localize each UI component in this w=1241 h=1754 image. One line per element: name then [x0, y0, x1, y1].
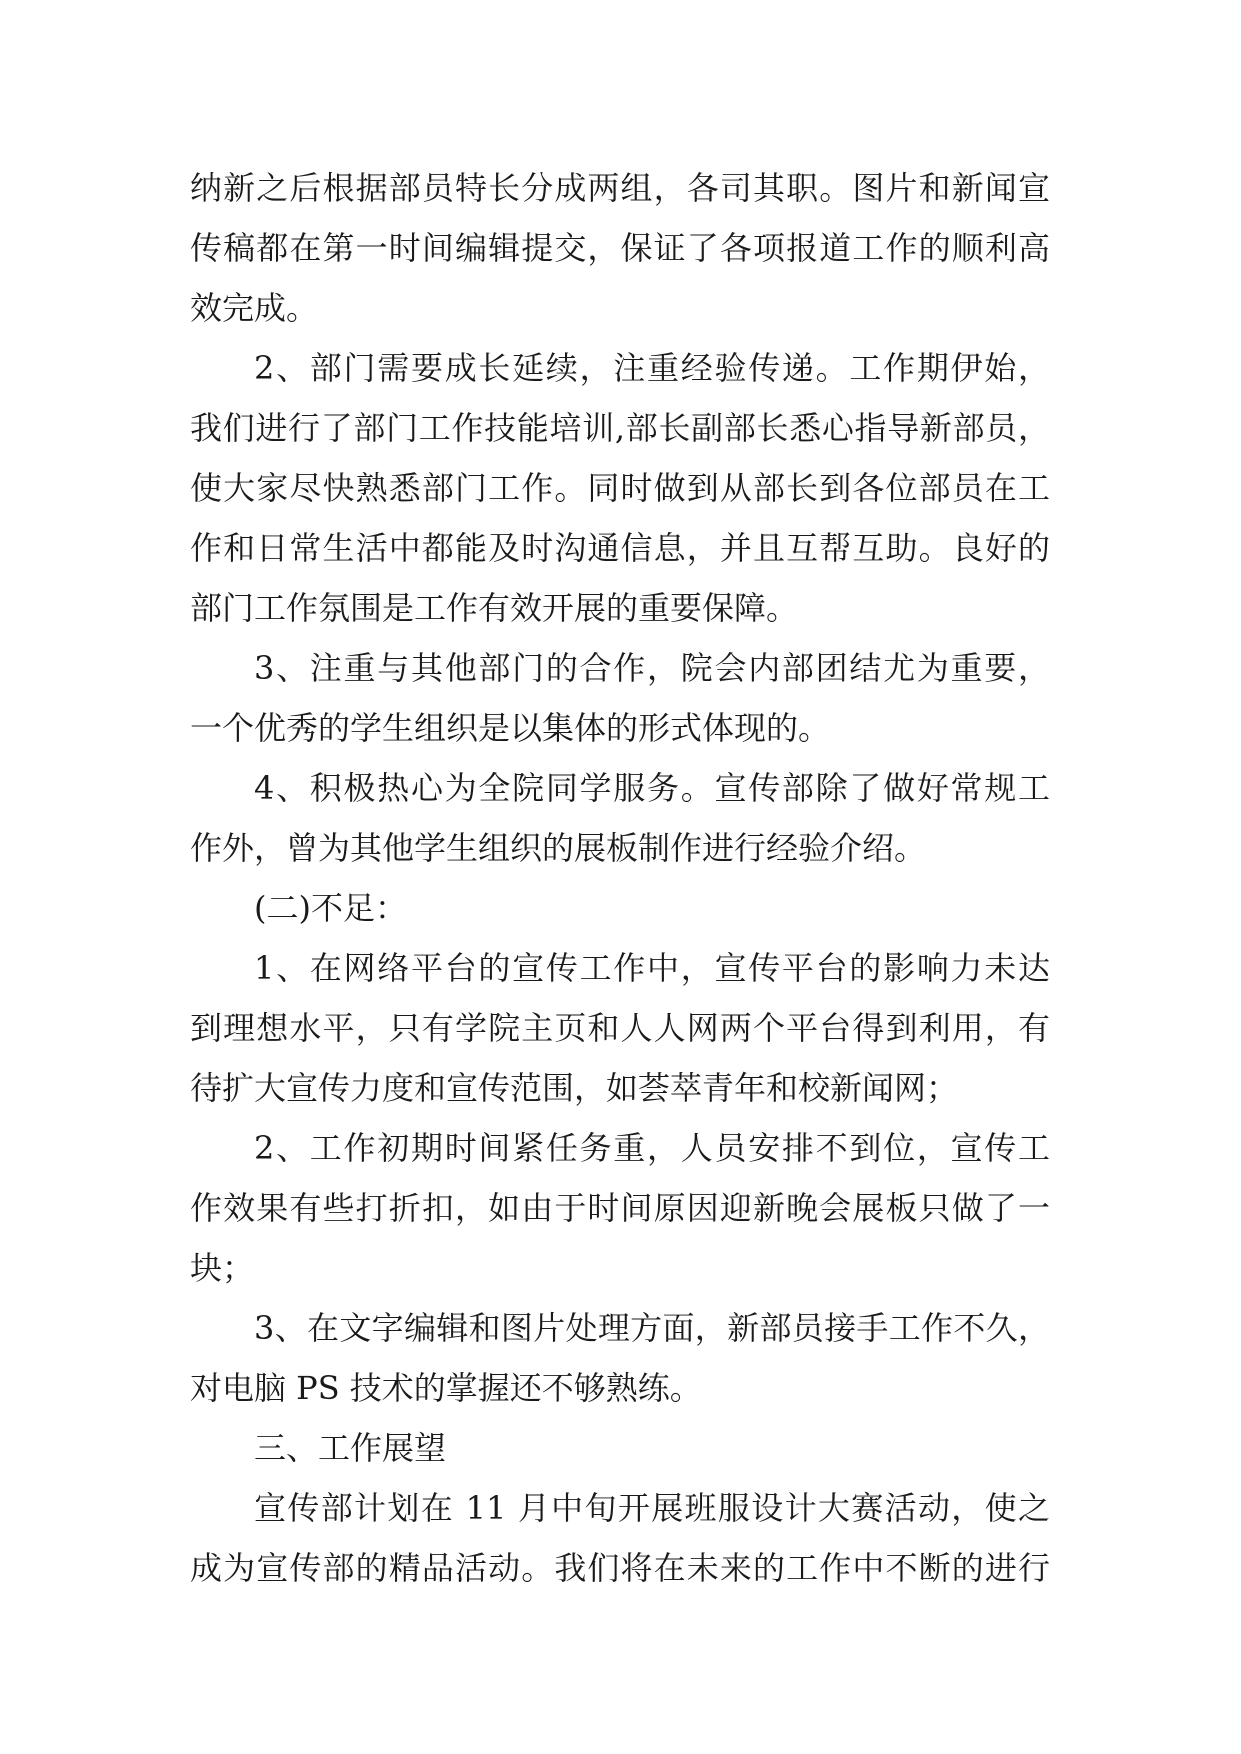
text-line: 我们进行了部门工作技能培训,部长副部长悉心指导新部员，: [190, 409, 1050, 447]
text-line: 使大家尽快熟悉部门工作。同时做到从部长到各位部员在工: [190, 469, 1050, 507]
text-line: 部门工作氛围是工作有效开展的重要保障。: [190, 589, 799, 627]
text-line: 宣传部计划在 11 月中旬开展班服设计大赛活动，使之: [254, 1489, 1050, 1527]
text-line: 纳新之后根据部员特长分成两组，各司其职。图片和新闻宣: [190, 169, 1050, 207]
text-line: 作外，曾为其他学生组织的展板制作进行经验介绍。: [190, 829, 927, 867]
text-line: 效完成。: [190, 289, 319, 327]
text-line: 作和日常生活中都能及时沟通信息，并且互帮互助。良好的: [190, 529, 1050, 567]
text-line: 3、注重与其他部门的合作，院会内部团结尤为重要，: [254, 649, 1050, 687]
text-line: 1、在网络平台的宣传工作中，宣传平台的影响力未达: [254, 949, 1050, 987]
text-line: 一个优秀的学生组织是以集体的形式体现的。: [190, 709, 831, 747]
text-line: 成为宣传部的精品活动。我们将在未来的工作中不断的进行: [190, 1549, 1050, 1587]
text-line: 传稿都在第一时间编辑提交，保证了各项报道工作的顺利高: [190, 229, 1050, 267]
text-line: 3、在文字编辑和图片处理方面，新部员接手工作不久，: [254, 1309, 1050, 1347]
section-subheading: (二)不足：: [254, 889, 407, 927]
text-line: 4、积极热心为全院同学服务。宣传部除了做好常规工: [254, 769, 1050, 807]
text-line: 2、部门需要成长延续，注重经验传递。工作期伊始，: [254, 349, 1050, 387]
text-line: 到理想水平，只有学院主页和人人网两个平台得到利用，有: [190, 1009, 1050, 1047]
section-heading: 三、工作展望: [254, 1429, 447, 1467]
text-line: 待扩大宣传力度和宣传范围，如荟萃青年和校新闻网；: [190, 1069, 959, 1107]
text-line: 作效果有些打折扣，如由于时间原因迎新晚会展板只做了一: [190, 1189, 1050, 1227]
text-line: 对电脑 PS 技术的掌握还不够熟练。: [190, 1369, 702, 1407]
text-line: 块；: [190, 1249, 255, 1287]
text-line: 2、工作初期时间紧任务重，人员安排不到位，宣传工: [254, 1129, 1050, 1167]
